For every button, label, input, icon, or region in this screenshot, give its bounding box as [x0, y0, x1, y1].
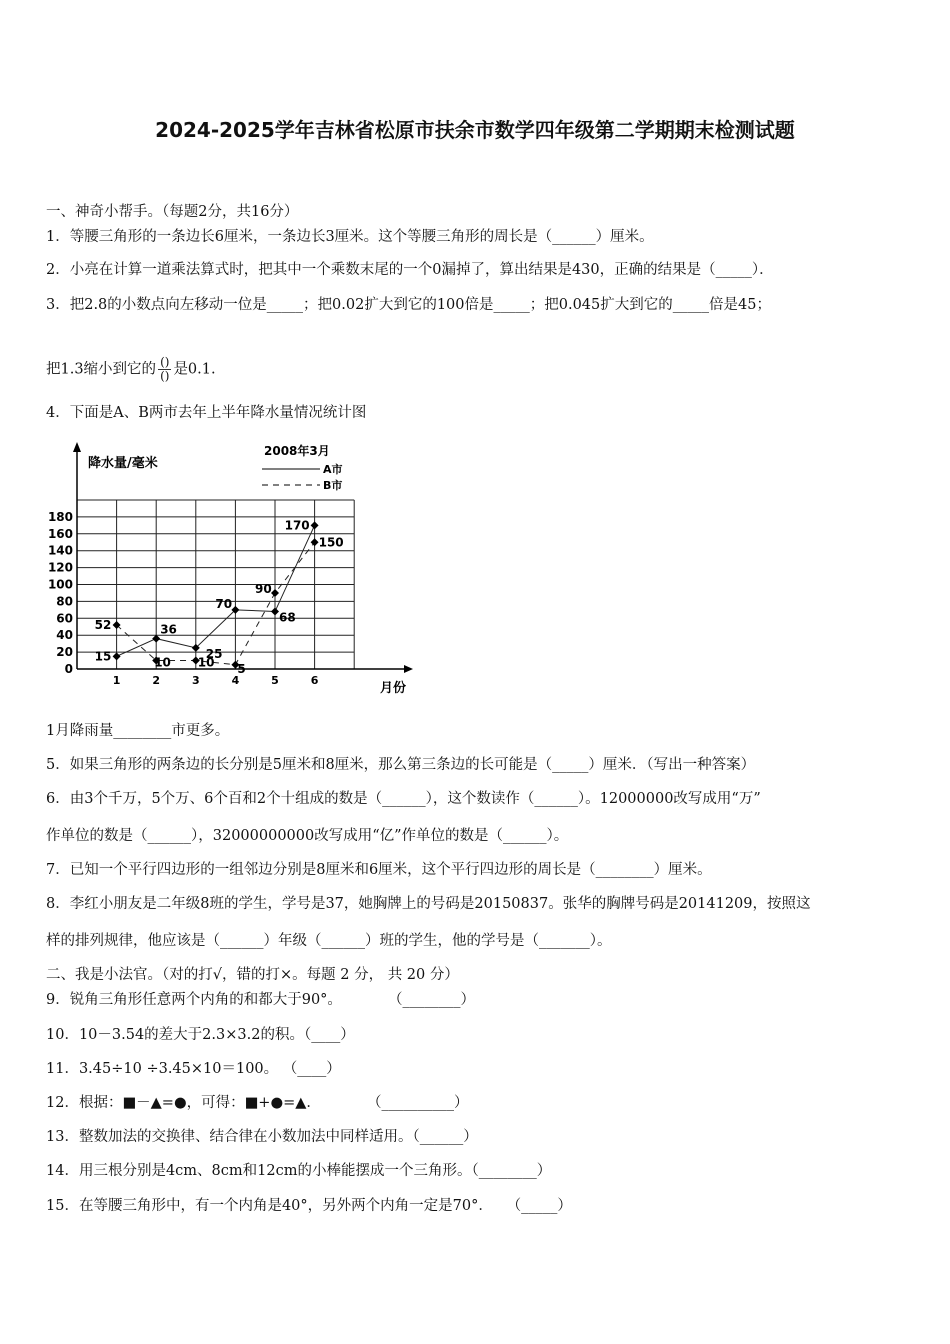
question-5: 5．如果三角形的两条边的长分别是5厘米和8厘米，那么第三条边的长可能是（_____）厘米．（写出一种答案）	[46, 757, 756, 773]
question-3-continued	[46, 356, 216, 383]
x-tick-label: 3	[191, 674, 200, 687]
x-tick-label: 5	[271, 674, 279, 687]
question-8-continued: 样的排列规律，他应该是（______）年级（______）班的学生，他的学号是（_______）。	[46, 933, 612, 949]
rainfall-line-chart	[40, 430, 420, 700]
y-tick-label: 180	[47, 509, 73, 524]
data-point	[152, 635, 160, 643]
question-3: 3．把2.8的小数点向左移动一位是_____；把0.02扩大到它的100倍是_____；把0.045扩大到它的_____倍是45；	[46, 297, 771, 313]
data-label: 25	[205, 646, 223, 661]
question-8: 8．李红小朋友是二年级8班的学生，学号是37，她胸牌上的号码是20150837。张华的胸牌号码是20141209，按照这	[46, 896, 811, 912]
question-15: 15．在等腰三角形中，有一个内角是40°，另外两个内角一定是70°． （_____）	[46, 1198, 572, 1214]
x-axis-arrow-icon	[404, 665, 413, 673]
page-title: 2024-2025学年吉林省松原市扶余市数学四年级第二学期期末检测试题	[155, 118, 795, 142]
y-tick-label: 140	[47, 543, 73, 558]
q3b-suffix: 是0.1.	[173, 361, 216, 378]
data-label: 52	[94, 618, 112, 633]
data-label: 68	[279, 610, 296, 625]
question-13: 13．整数加法的交换律、结合律在小数加法中同样适用。（______）	[46, 1129, 478, 1145]
data-label: 36	[160, 622, 177, 637]
data-point	[271, 589, 279, 597]
x-axis-label: 月份	[380, 681, 407, 696]
data-label: 70	[215, 596, 233, 611]
data-label: 5	[237, 661, 246, 676]
fraction-blank[interactable]	[158, 356, 171, 383]
question-10: 10．10－3.54的差大于2.3×3.2的积。（____）	[46, 1027, 355, 1043]
data-label: 15	[94, 649, 112, 664]
question-11: 11．3.45÷10 ÷3.45×10＝100。 （____）	[46, 1061, 341, 1077]
question-6-continued: 作单位的数是（______），32000000000改写成用“亿”作单位的数是（______）。	[46, 828, 569, 844]
y-axis-arrow-icon	[73, 442, 81, 452]
y-tick-label: 160	[47, 526, 73, 541]
x-tick-label: 1	[112, 674, 121, 687]
data-point	[311, 521, 319, 529]
y-tick-label: 120	[47, 560, 73, 575]
section2-heading: 二、我是小法官。（对的打√，错的打×。每题 2 分， 共 20 分）	[46, 967, 459, 983]
x-tick-label: 4	[231, 674, 240, 687]
data-label: 170	[284, 518, 310, 533]
fraction-numerator: ()	[160, 355, 170, 369]
x-tick-label: 6	[310, 674, 319, 687]
series-line-a	[117, 525, 315, 656]
chart-title: 2008年3月	[264, 444, 330, 458]
y-tick-label: 80	[56, 594, 73, 609]
question-4-blank: 1月降雨量________市更多。	[46, 723, 230, 739]
question-1: 1．等腰三角形的一条边长6厘米，一条边长3厘米。这个等腰三角形的周长是（______）厘米。	[46, 229, 654, 245]
y-axis-label: 降水量/毫米	[88, 456, 158, 471]
data-label: 90	[255, 581, 272, 596]
data-label: 150	[318, 535, 344, 550]
y-tick-label: 100	[47, 577, 73, 592]
y-tick-label: 60	[56, 611, 73, 626]
question-9: 9．锐角三角形任意两个内角的和都大于90°。 （________）	[46, 992, 476, 1008]
legend-label-a: A市	[323, 463, 343, 476]
data-label: 10	[154, 655, 171, 670]
question-6: 6．由3个千万，5个万、6个百和2个十组成的数是（______），这个数读作（______）。12000000改写成用“万”	[46, 791, 761, 807]
y-tick-label: 0	[64, 662, 73, 676]
data-point	[271, 608, 279, 616]
y-tick-label: 40	[56, 628, 73, 643]
data-label: 10	[197, 655, 215, 670]
question-14: 14．用三根分别是4cm、8cm和12cm的小棒能摆成一个三角形。（________）	[46, 1163, 552, 1179]
data-point	[113, 652, 121, 660]
section1-heading: 一、神奇小帮手。（每题2分，共16分）	[46, 204, 299, 220]
question-7: 7．已知一个平行四边形的一组邻边分别是8厘米和6厘米，这个平行四边形的周长是（________）厘米。	[46, 862, 712, 878]
fraction-denominator: ()	[160, 369, 170, 383]
question-12: 12．根据：■－▲=●，可得：■+●=▲． （__________）	[46, 1095, 469, 1111]
q3b-prefix: 把1.3缩小到它的	[46, 361, 157, 378]
question-2: 2．小亮在计算一道乘法算式时，把其中一个乘数末尾的一个0漏掉了，算出结果是430，正确的结果是（_____）．	[46, 262, 774, 278]
legend-label-b: B市	[323, 479, 343, 492]
question-4: 4．下面是A、B两市去年上半年降水量情况统计图	[46, 405, 367, 421]
y-tick-label: 20	[56, 645, 73, 660]
x-tick-label: 2	[152, 674, 161, 687]
